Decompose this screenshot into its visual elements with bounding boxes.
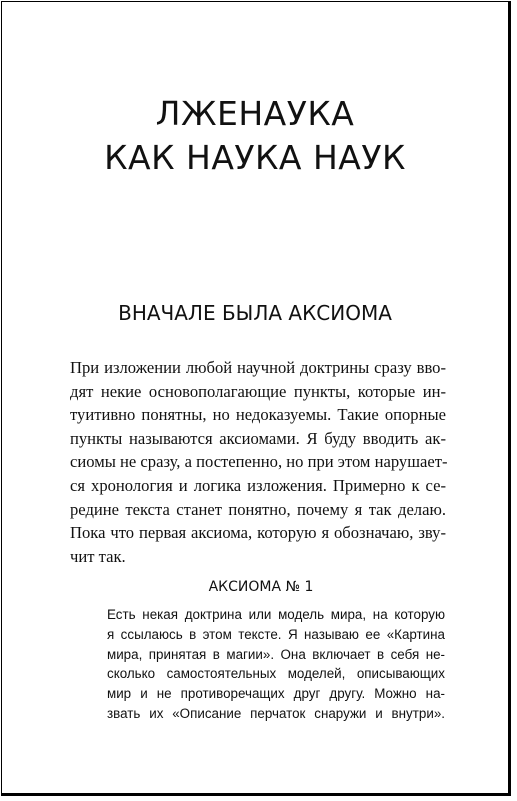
body-line: сиомы не сразу, а постепенно, но при этом нарушает-	[70, 452, 448, 472]
section-title: ВНАЧАЛЕ БЫЛА АКСИОМА	[118, 301, 392, 325]
body-paragraph	[70, 356, 446, 568]
body-line: Пока что первая аксиома, которую я обозначаю, зву-	[70, 523, 446, 543]
axiom-line: я ссылаюсь в этом тексте. Я называю ее «Картина	[107, 626, 445, 642]
axiom-title: АКСИОМА № 1	[208, 579, 314, 595]
axiom-line: звать их «Описание перчаток снаружи и внутри».	[107, 705, 445, 721]
body-line: дят некие основополагающие пункты, которые ин-	[70, 381, 446, 401]
body-line: чит так.	[70, 546, 126, 566]
chapter-title	[2, 92, 508, 180]
chapter-title-line-2: КАК НАУКА НАУК	[104, 138, 406, 177]
axiom-line: Есть некая доктрина или модель мира, на которую	[107, 607, 445, 622]
axiom-line: мир и не противоречащих друг другу. Можно на-	[107, 686, 445, 702]
body-line: туитивно понятны, но недоказуемы. Такие опорные	[70, 405, 446, 425]
axiom-paragraph	[107, 605, 445, 724]
axiom-line: мира, принятая в магии». Она включает в себя не-	[107, 646, 445, 662]
body-line: редине текста станет понятно, почему я так делаю.	[70, 499, 446, 519]
body-line: пункты называются аксиомами. Я буду вводить ак-	[70, 428, 446, 448]
body-line: ся хронология и логика изложения. Примерно к се-	[70, 475, 446, 495]
body-line: При изложении любой научной доктрины сразу вво-	[70, 358, 446, 377]
book-page	[1, 1, 511, 796]
axiom-line: сколько самостоятельных моделей, описывающих	[107, 666, 445, 682]
chapter-title-line-1: ЛЖЕНАУКА	[155, 94, 355, 133]
